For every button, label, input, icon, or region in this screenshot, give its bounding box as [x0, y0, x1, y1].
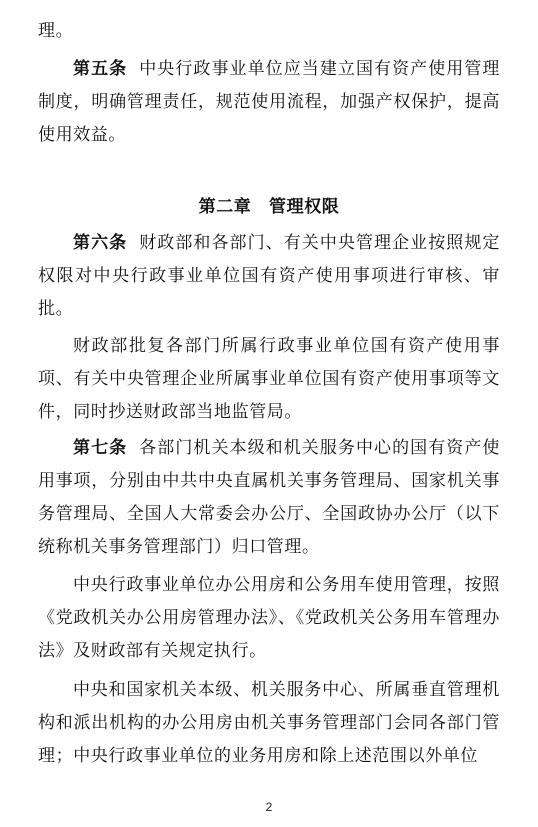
article-text: 各部门机关本级和机关服务中心的国有资产使用事项，分别由中共中央直属机关事务管理局、国家机关事务管理局、全国人大常委会办公厅、全国政协办公厅（以下统称机关事务管理部门）归口管理。 [38, 438, 501, 557]
article-label: 第五条 [73, 59, 128, 79]
paragraph-finance-approval [38, 330, 500, 429]
article-text: 财政部和各部门、有关中央管理企业按照规定权限对中央行政事业单位国有资产使用事项进行审核、审批。 [38, 233, 501, 319]
article-text: 中央行政事业单位应当建立国有资产使用管理制度，明确管理责任，规范使用流程，加强产权保护，提高使用效益。 [38, 59, 501, 145]
article-label: 第七条 [73, 438, 128, 458]
paragraph-text: 中央和国家机关本级、机关服务中心、所属垂直管理机构和派出机构的办公用房由机关事务管理部门会同各部门管理；中央行政事业单位的业务用房和除上述范围以外单位 [38, 680, 500, 766]
chapter-heading: 第二章 管理权限 [198, 197, 340, 217]
paragraph-text: 中央行政事业单位办公用房和公务用车使用管理，按照《党政机关办公用房管理办法》、《党政机关公务用车管理办法》及财政部有关规定执行。 [38, 575, 500, 661]
paragraph-office-vehicles [38, 569, 500, 668]
paragraph-text: 理。 [38, 21, 74, 41]
paragraph-text: 财政部批复各部门所属行政事业单位国有资产使用事项、有关中央管理企业所属事业单位国有资产使用事项等文件，同时抄送财政部当地监管局。 [38, 336, 500, 422]
article-7 [38, 432, 500, 564]
paragraph-continuation [38, 15, 500, 48]
paragraph-central-offices [38, 674, 500, 773]
page-number: 2 [265, 800, 273, 814]
article-5 [38, 53, 500, 152]
article-label: 第六条 [73, 233, 128, 253]
article-6 [38, 227, 500, 326]
